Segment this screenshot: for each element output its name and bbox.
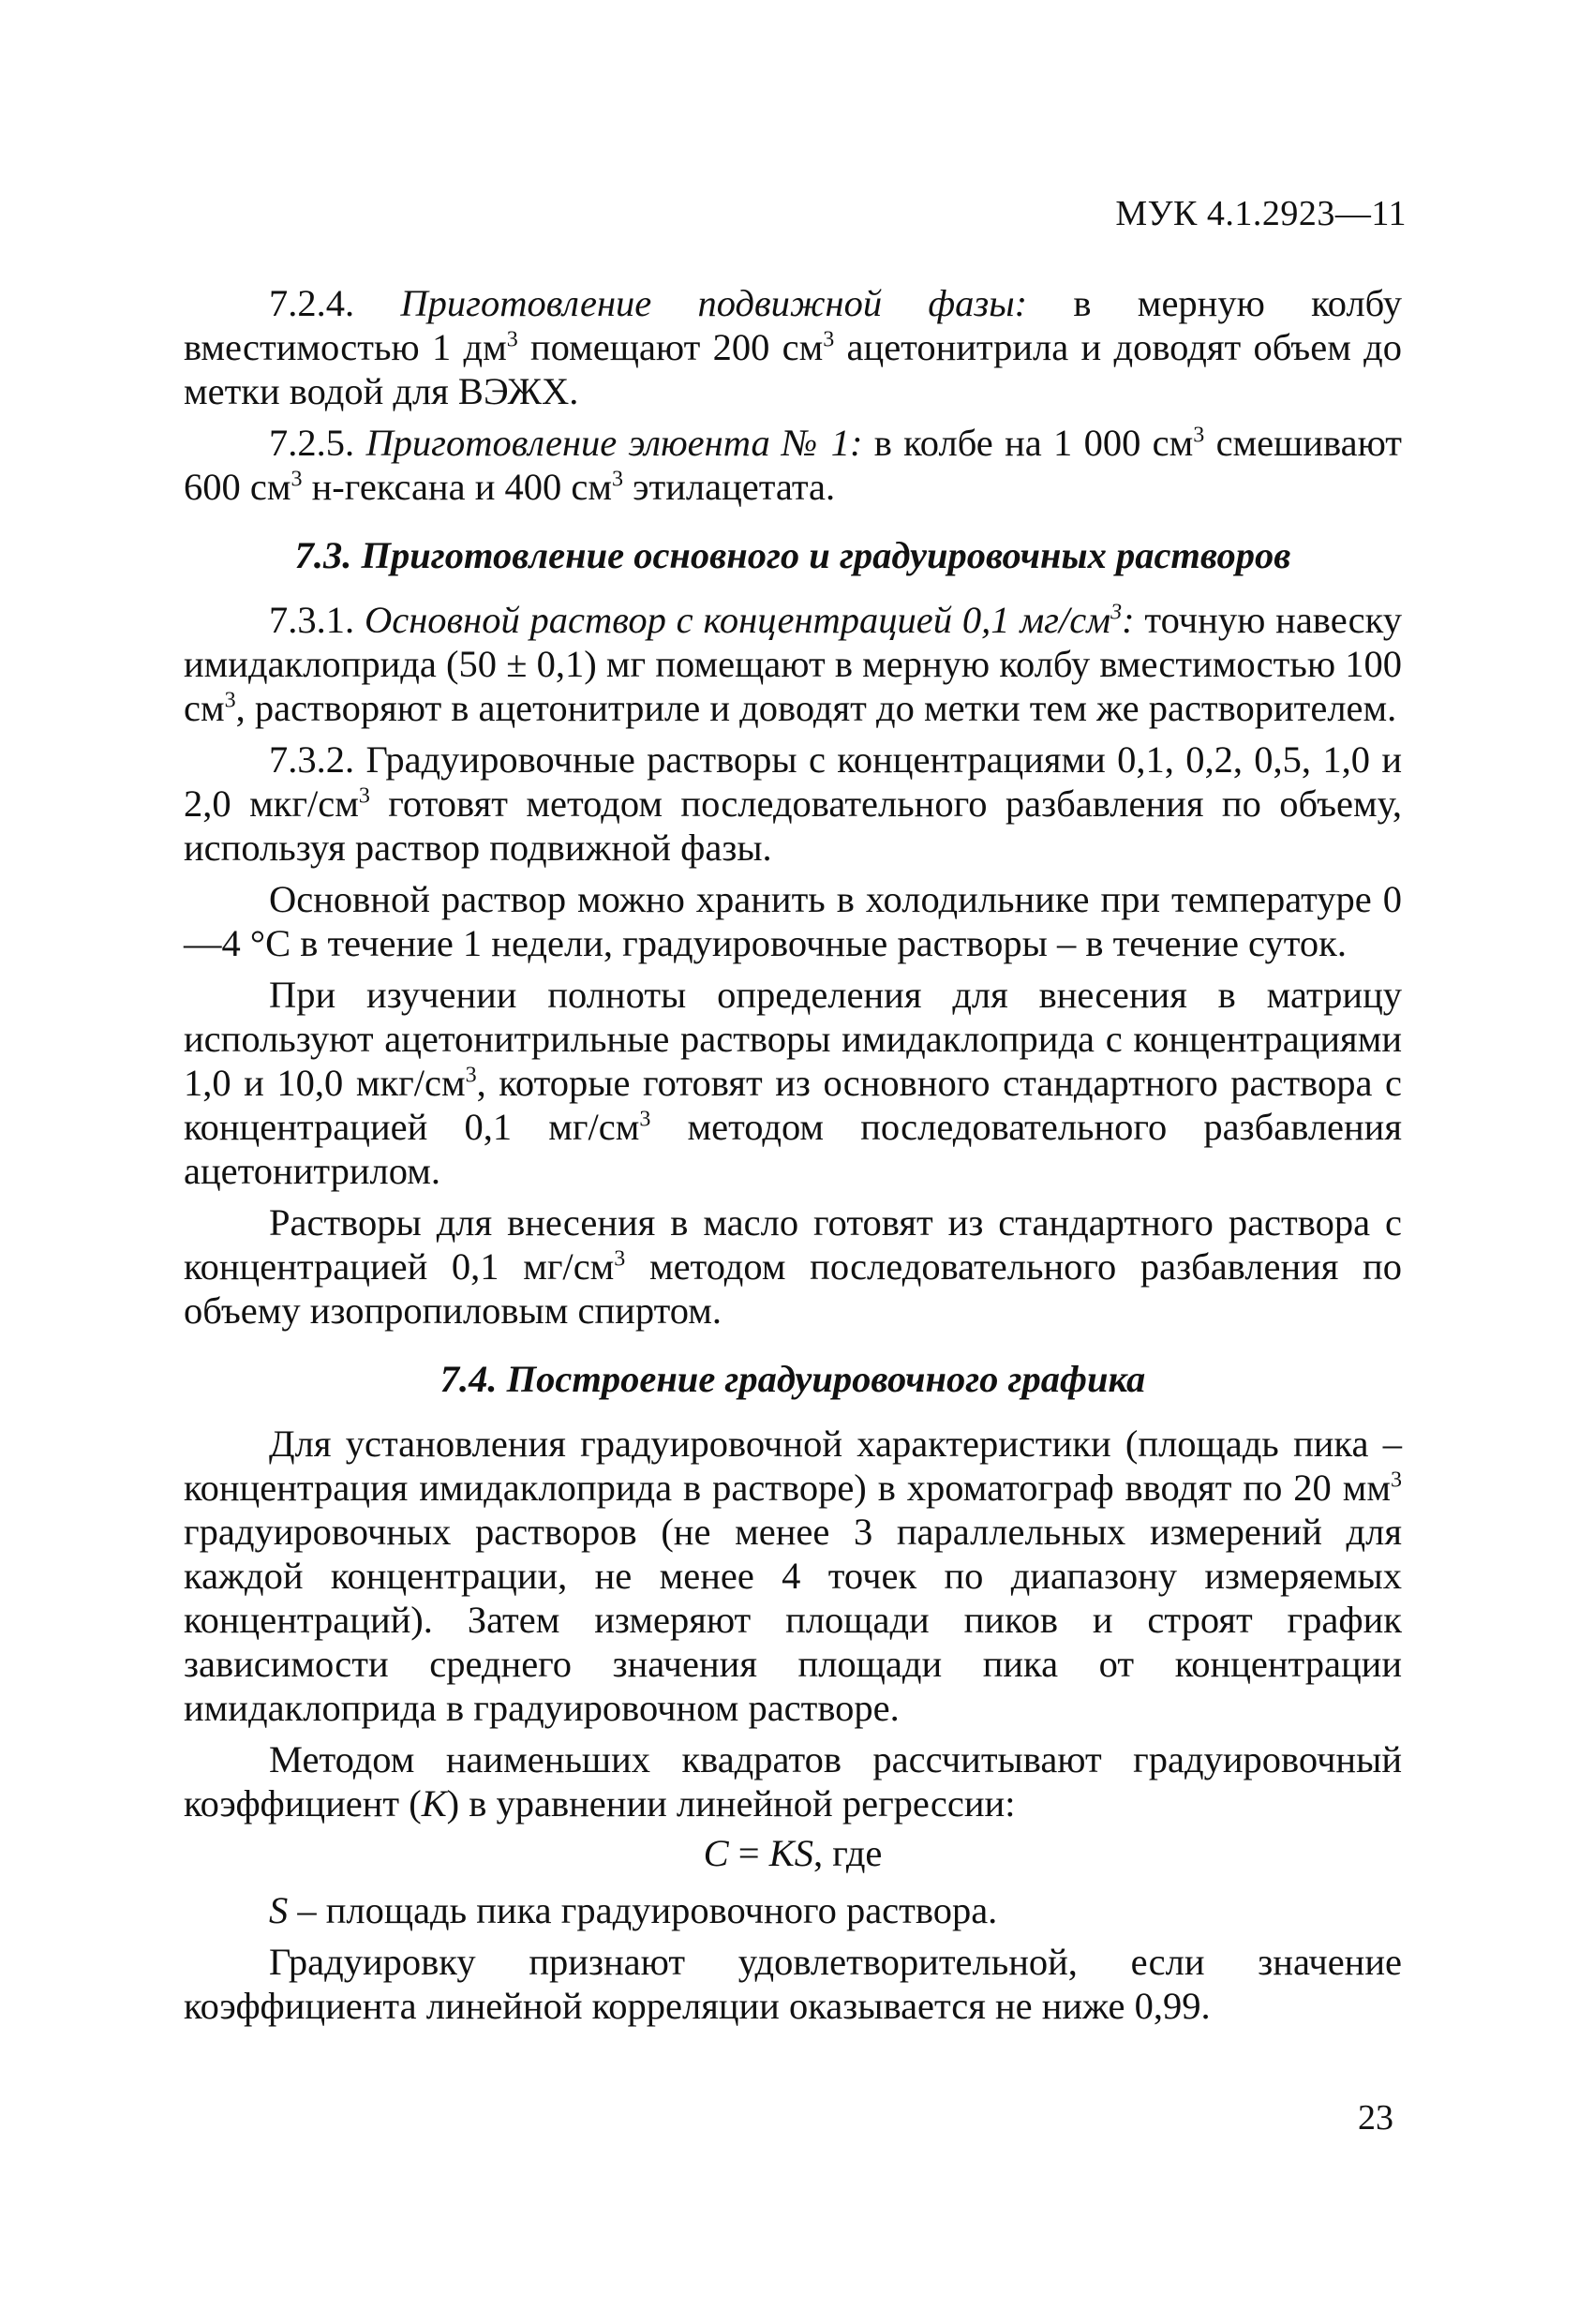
clause-text: методом последовательного разбавления по объему изопропиловым спиртом. [184, 1245, 1402, 1332]
paragraph-7-2-5 [184, 421, 1402, 509]
formula-tail: , где [812, 1832, 883, 1874]
paragraph-7-2-4 [184, 281, 1402, 413]
clause-text: готовят методом последовательного разбавления по объему, используя раствор подвижной фазы. [184, 782, 1402, 869]
clause-number: 7.3.1. [269, 599, 365, 641]
clause-text: , которые готовят из основного стандартного раствора с концентрацией 0,1 мг/см [184, 1062, 1403, 1148]
clause-title: Основной раствор с концентрацией 0,1 мг/см [364, 599, 1111, 641]
clause-number: 7.2.5. [269, 422, 366, 464]
clause-text: Растворы для внесения в масло готовят из стандартного раствора с концентрацией 0,1 мг/см [184, 1201, 1402, 1288]
clause-text: , растворяют в ацетонитриле и доводят до метки тем же растворителем. [235, 687, 1397, 729]
superscript: 3 [1193, 423, 1205, 448]
superscript: 3 [465, 1063, 477, 1088]
superscript: 3 [1391, 1467, 1402, 1493]
section-number: 7.4. [439, 1358, 498, 1400]
paragraph-acceptance: Градуировку признают удовлетворительной, если значение коэффициента линейной корреляции оказывается не ниже 0,99. [184, 1941, 1402, 2027]
superscript: 3 [224, 688, 236, 713]
superscript: 3 [612, 467, 623, 492]
formula-lhs: С [703, 1832, 729, 1874]
paragraph-7-3-1 [184, 598, 1402, 730]
superscript: 3 [358, 783, 370, 809]
paragraph-recovery [184, 973, 1402, 1193]
clause-text: ) в уравнении линейной регрессии: [446, 1782, 1016, 1825]
clause-text: н-гексана и 400 см [302, 466, 612, 508]
variable-k: К [421, 1782, 447, 1825]
clause-title: Приготовление элюента № 1: [365, 422, 863, 464]
superscript: 3 [823, 327, 835, 352]
clause-title: Приготовление подвижной фазы: [400, 282, 1028, 324]
clause-text: этилацетата. [623, 466, 836, 508]
paragraph-least-squares [184, 1737, 1402, 1825]
clause-text: точную навеску имидаклоприда (50 ± 0,1) мг помещают в мерную колбу вместимостью 100 см [184, 599, 1403, 729]
clause-title-colon: : [1122, 599, 1135, 641]
clause-text: 7.3.2. Градуировочные растворы с концентрациями 0,1, 0,2, 0,5, 1,0 и 2,0 мкг/см [184, 738, 1402, 825]
section-title: Приготовление основного и градуировочных растворов [351, 534, 1291, 576]
section-title: Построение градуировочного графика [497, 1358, 1146, 1400]
clause-text: градуировочных растворов (не менее 3 параллельных измерений для каждой концентрации, не менее 4 точек по диапазону измеряемых концентраций). Затем измеряют площади пиков и строят график зависимости среднего значения площади пика от концентрации имидаклоприда в градуировочном растворе. [184, 1511, 1402, 1729]
paragraph-s-definition [184, 1888, 1402, 1932]
superscript: 3 [1110, 600, 1123, 625]
paragraph-calibration [184, 1422, 1402, 1730]
superscript: 3 [639, 1107, 651, 1132]
document-body [184, 281, 1402, 2035]
regression-formula [184, 1831, 1402, 1875]
clause-number: 7.2.4. [269, 282, 401, 324]
formula-equals: = [728, 1832, 769, 1874]
page-number: 23 [1358, 2098, 1393, 2138]
paragraph-oil [184, 1200, 1402, 1333]
paragraph-7-3-2 [184, 737, 1402, 870]
clause-text: ацетонитрила и доводят объем до метки водой для ВЭЖХ. [184, 326, 1402, 412]
section-heading-7-4 [184, 1357, 1402, 1401]
formula-rhs: KS [768, 1832, 813, 1874]
clause-text: Для установления градуировочной характеристики (площадь пика – концентрация имидаклоприда в растворе) в хроматограф вводят по 20 мм [184, 1423, 1402, 1509]
superscript: 3 [290, 467, 303, 492]
section-heading-7-3 [184, 533, 1402, 577]
superscript: 3 [506, 327, 518, 352]
clause-text: смешивают 600 см [184, 422, 1402, 508]
clause-text: Методом наименьших квадратов рассчитывают градуировочный коэффициент ( [184, 1738, 1402, 1825]
clause-text: методом последовательного разбавления ацетонитрилом. [184, 1106, 1402, 1192]
clause-text: помещают 200 см [517, 326, 824, 368]
clause-text: При изучении полноты определения для внесения в матрицу используют ацетонитрильные растворы имидаклоприда с концентрациями 1,0 и 10,0 мкг/см [184, 974, 1402, 1104]
document-code-header: МУК 4.1.2923—11 [1115, 194, 1407, 233]
clause-text: в колбе на 1 000 см [862, 422, 1194, 464]
clause-text: – площадь пика градуировочного раствора. [288, 1889, 998, 1931]
superscript: 3 [614, 1246, 626, 1272]
clause-text: в мерную колбу вместимостью 1 дм [184, 282, 1402, 368]
paragraph-storage: Основной раствор можно хранить в холодильнике при температуре 0—4 °С в течение 1 недели, градуировочные растворы – в течение суток. [184, 878, 1402, 964]
section-number: 7.3. [294, 534, 352, 576]
variable-s: S [269, 1889, 289, 1931]
